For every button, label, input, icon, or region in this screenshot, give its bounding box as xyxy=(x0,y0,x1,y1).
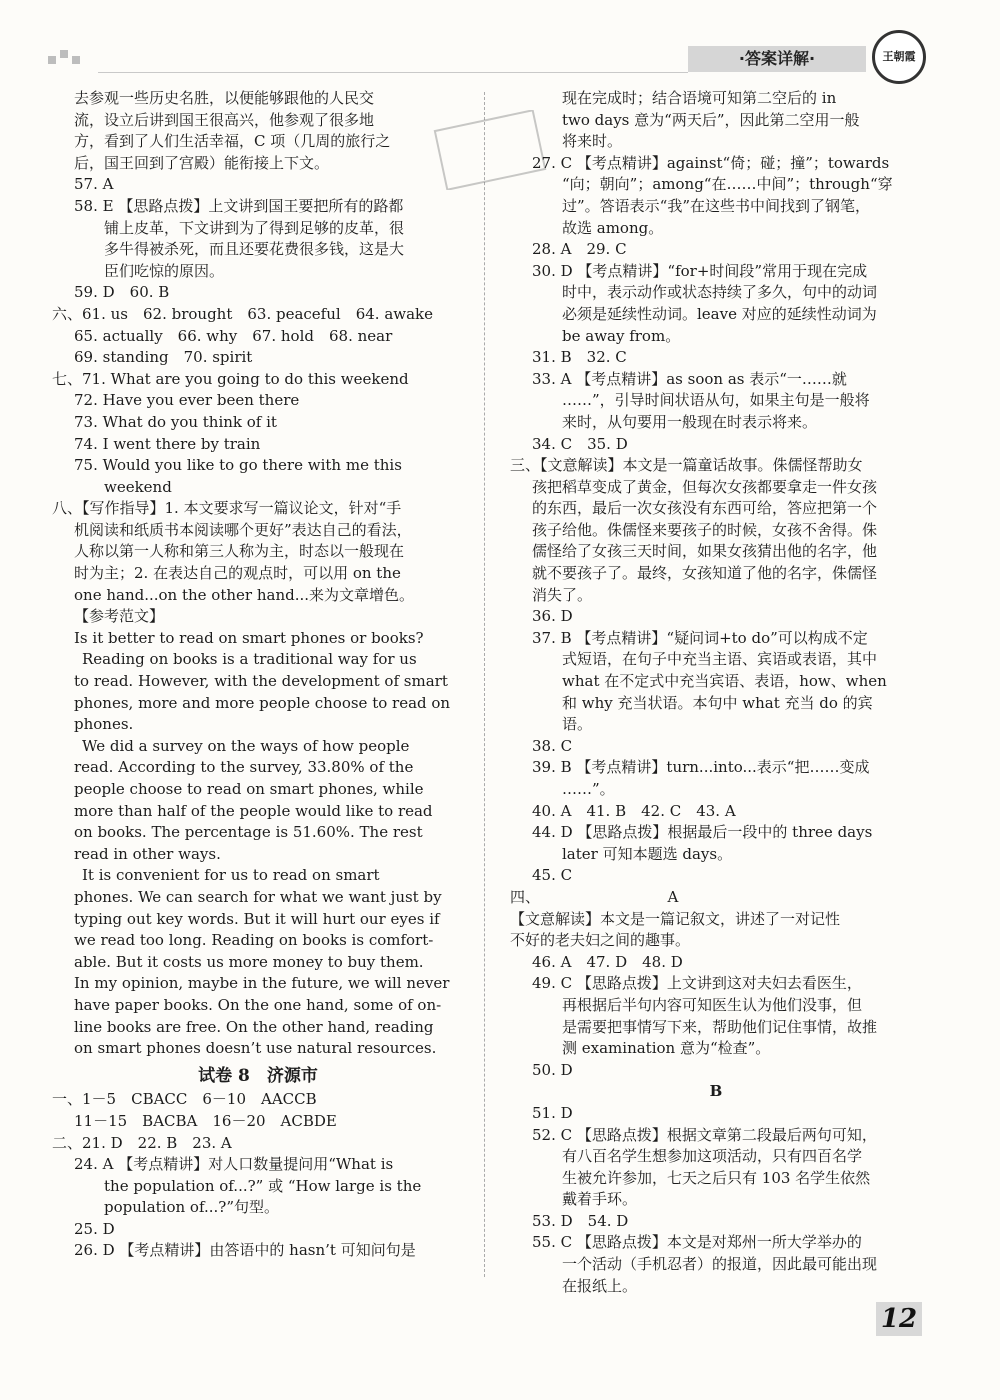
text-line: 11－15 BACBA 16－20 ACBDE xyxy=(74,1111,337,1130)
text-line: 时为主；2. 在表达自己的观点时，可以用 on the xyxy=(74,564,401,583)
text-line: 69. standing 70. spirit xyxy=(74,348,253,367)
text-line: 46. A 47. D 48. D xyxy=(532,952,683,971)
text-line: 44. D 【思路点拨】根据最后一段中的 three days xyxy=(532,823,873,842)
text-line: 33. A 【考点精讲】as soon as 表示“一……就 xyxy=(532,369,847,388)
text-line: able. But it costs us more money to buy them. xyxy=(74,952,424,971)
page-number: 12 xyxy=(876,1302,922,1336)
text-line: weekend xyxy=(104,477,172,496)
text-line: 去参观一些历史名胜，以便能够跟他的人民交 xyxy=(74,89,375,107)
text-line: 53. D 54. D xyxy=(532,1211,629,1230)
text-line: typing out key words. But it will hurt our eyes if xyxy=(74,909,440,928)
text-line: 八、【写作指导】1. 本文要求写一篇议论文，针对“手 xyxy=(52,499,402,518)
text-line: 59. D 60. B xyxy=(74,283,170,302)
text-line: 过”。答语表示“我”在这些书中间找到了钢笔， xyxy=(562,196,871,215)
text-line: 37. B 【考点精讲】“疑问词+to do”可以构成不定 xyxy=(532,628,868,647)
text-line: to read. However, with the development of smart xyxy=(74,672,448,691)
text-line: 戴着手环。 xyxy=(562,1190,638,1209)
text-line: 39. B 【考点精讲】turn...into...表示“把……变成 xyxy=(532,758,870,777)
text-line: 73. What do you think of it xyxy=(74,412,277,431)
text-line: on books. The percentage is 51.60%. The rest xyxy=(74,823,423,842)
text-line: on smart phones doesn’t use natural resources. xyxy=(74,1039,437,1058)
left-column xyxy=(52,88,464,1262)
text-line: 38. C xyxy=(532,736,573,755)
text-line: 一个活动（手机忍者）的报道，因此最可能出现 xyxy=(562,1255,878,1274)
text-line: 后，国王回到了宫殿）能衔接上下文。 xyxy=(74,153,330,172)
text-line: 55. C 【思路点拨】本文是对郑州一所大学举办的 xyxy=(532,1233,862,1252)
text-line: what 在不定式中充当宾语、表语，how、when xyxy=(562,672,887,691)
text-line: 26. D 【考点精讲】由答语中的 hasn’t 可知问句是 xyxy=(74,1241,416,1260)
text-line: 六、61. us 62. brought 63. peaceful 64. awake xyxy=(52,304,434,323)
header-title: ·答案详解· xyxy=(688,46,866,72)
text-line: 34. C 35. D xyxy=(532,434,628,453)
text-line: phones, more and more people choose to read on xyxy=(74,693,451,712)
text-line: 45. C xyxy=(532,866,573,885)
text-line: 的东西，最后一次女孩没有东西可给，答应把第一个 xyxy=(532,499,878,518)
text-line: be away from。 xyxy=(562,326,681,345)
text-line: 多牛得被杀死，而且还要花费很多钱，这是大 xyxy=(104,240,405,259)
text-line: people choose to read on smart phones, while xyxy=(74,780,424,798)
text-line: 语。 xyxy=(562,715,593,734)
text-line: 铺上皮革，下文讲到为了得到足够的皮革，很 xyxy=(104,218,405,237)
text-line: phones. xyxy=(74,715,134,734)
text-line: B xyxy=(709,1082,723,1101)
publisher-seal-logo xyxy=(872,30,926,84)
text-line: It is convenient for us to read on smart xyxy=(82,866,380,885)
right-column xyxy=(510,88,922,1297)
text-line: 测 examination 意为“检查”。 xyxy=(562,1039,771,1058)
text-line: 57. A xyxy=(74,175,114,194)
text-line: 再根据后半句内容可知医生认为他们没事，但 xyxy=(562,995,863,1014)
text-line: 式短语，在句子中充当主语、宾语或表语，其中 xyxy=(562,650,878,669)
text-line: the population of...?” 或 “How large is the xyxy=(104,1176,422,1195)
text-line: 有八百名学生想参加这项活动，只有四百名学 xyxy=(562,1147,863,1166)
text-line: Is it better to read on smart phones or books? xyxy=(74,628,424,647)
text-line: we read too long. Reading on books is comfort- xyxy=(74,931,434,950)
text-line: 臣们吃惊的原因。 xyxy=(104,261,225,280)
text-line: 40. A 41. B 42. C 43. A xyxy=(532,801,736,820)
text-line: 生被允许参加，七天之后只有 103 名学生依然 xyxy=(562,1168,871,1187)
text-line: one hand...on the other hand...来为文章增色。 xyxy=(74,585,415,604)
text-line: 机阅读和纸质书本阅读哪个更好”表达自己的看法， xyxy=(74,520,412,539)
text-line: two days 意为“两天后”，因此第二空用一般 xyxy=(562,110,860,129)
text-line: have paper books. On the one hand, some of on- xyxy=(74,995,442,1014)
text-line: 65. actually 66. why 67. hold 68. near xyxy=(74,326,393,345)
text-line: 来时，从句要用一般现在时表示将来。 xyxy=(562,412,818,431)
text-line: 现在完成时；结合语境可知第二空后的 in xyxy=(562,89,837,107)
text-line: 和 why 充当状语。本句中 what 充当 do 的宾 xyxy=(562,693,873,712)
text-line: 二、21. D 22. B 23. A xyxy=(52,1133,232,1152)
text-line: 将来时。 xyxy=(562,132,623,151)
text-line: more than half of the people would like to read xyxy=(74,801,433,820)
text-line: 就不要孩子了。最终，女孩知道了他的名字，侏儒怪 xyxy=(532,564,878,583)
text-line: 人称以第一人称和第三人称为主，时态以一般现在 xyxy=(74,542,405,561)
text-line: 孩把稻草变成了黄金，但每次女孩都要拿走一件女孩 xyxy=(532,477,878,496)
text-line: 方，看到了人们生活幸福，C 项（几周的旅行之 xyxy=(74,132,391,151)
text-line: population of...?”句型。 xyxy=(104,1198,279,1217)
text-line: ……”，引导时间状语从句，如果主句是一般将 xyxy=(562,391,870,410)
text-line: 孩子给他。侏儒怪来要孩子的时候，女孩不舍得。侏 xyxy=(532,520,878,539)
text-line: later 可知本题选 days。 xyxy=(562,844,733,863)
text-line: 时中，表示动作或状态持续了多久，句中的动词 xyxy=(562,283,878,302)
column-divider xyxy=(484,92,485,1277)
text-line: “向；朝向”；among“在……中间”；through“穿 xyxy=(562,175,893,194)
text-line: 31. B 32. C xyxy=(532,348,627,367)
text-line: 一、1－5 CBACC 6－10 AACCB xyxy=(52,1090,317,1109)
text-line: 30. D 【考点精讲】“for+时间段”常用于现在完成 xyxy=(532,261,868,280)
text-line: 七、71. What are you going to do this weekend xyxy=(52,369,409,388)
text-line: 故选 among。 xyxy=(562,218,664,237)
text-line: 58. E 【思路点拨】上文讲到国王要把所有的路都 xyxy=(74,196,404,215)
text-line: 消失了。 xyxy=(532,585,593,604)
text-line: line books are free. On the other hand, reading xyxy=(74,1017,434,1036)
text-line: 74. I went there by train xyxy=(74,434,261,453)
text-line: 28. A 29. C xyxy=(532,240,627,259)
text-line: ……”。 xyxy=(562,780,615,798)
text-line: 三、【文意解读】本文是一篇童话故事。侏儒怪帮助女 xyxy=(510,456,863,475)
text-line: 试卷 8 济源市 xyxy=(198,1065,318,1086)
text-line: 51. D xyxy=(532,1103,573,1122)
text-line: 27. C 【考点精讲】against“倚；碰；撞”；towards xyxy=(532,153,890,172)
text-line: 72. Have you ever been there xyxy=(74,391,300,410)
text-line: 是需要把事情写下来，帮助他们记住事情，故推 xyxy=(562,1017,878,1036)
text-line: read in other ways. xyxy=(74,844,221,863)
header-rule xyxy=(98,72,688,73)
text-line: 必须是延续性动词。leave 对应的延续性动词为 xyxy=(562,304,877,323)
text-line: Reading on books is a traditional way for us xyxy=(82,650,417,669)
text-line: 49. C 【思路点拨】上文讲到这对夫妇去看医生， xyxy=(532,974,862,993)
text-line: 50. D xyxy=(532,1060,573,1079)
text-line: 【参考范文】 xyxy=(74,607,165,626)
text-line: phones. We can search for what we want just by xyxy=(74,887,442,906)
text-line: 36. D xyxy=(532,607,573,626)
text-line: 在报纸上。 xyxy=(562,1276,638,1295)
text-line: read. According to the survey, 33.80% of the xyxy=(74,758,414,777)
text-line: 四、 A xyxy=(510,887,679,906)
text-line: 儒怪给了女孩三天时间，如果女孩猜出他的名字，他 xyxy=(532,542,878,561)
text-line: 52. C 【思路点拨】根据文章第二段最后两句可知， xyxy=(532,1125,877,1144)
text-line: In my opinion, maybe in the future, we will never xyxy=(74,974,450,993)
text-line: 流，设立后讲到国王很高兴，他参观了很多地 xyxy=(74,110,375,129)
seal-text: 王朝霞 xyxy=(882,50,916,63)
text-line: 不好的老夫妇之间的趣事。 xyxy=(510,931,691,950)
text-line: We did a survey on the ways of how people xyxy=(82,736,410,755)
text-line: 75. Would you like to go there with me this xyxy=(74,456,402,475)
text-line: 【文意解读】本文是一篇记叙文，讲述了一对记性 xyxy=(510,909,841,928)
text-line: 25. D xyxy=(74,1219,115,1238)
text-line: 24. A 【考点精讲】对人口数量提问用“What is xyxy=(74,1155,394,1174)
